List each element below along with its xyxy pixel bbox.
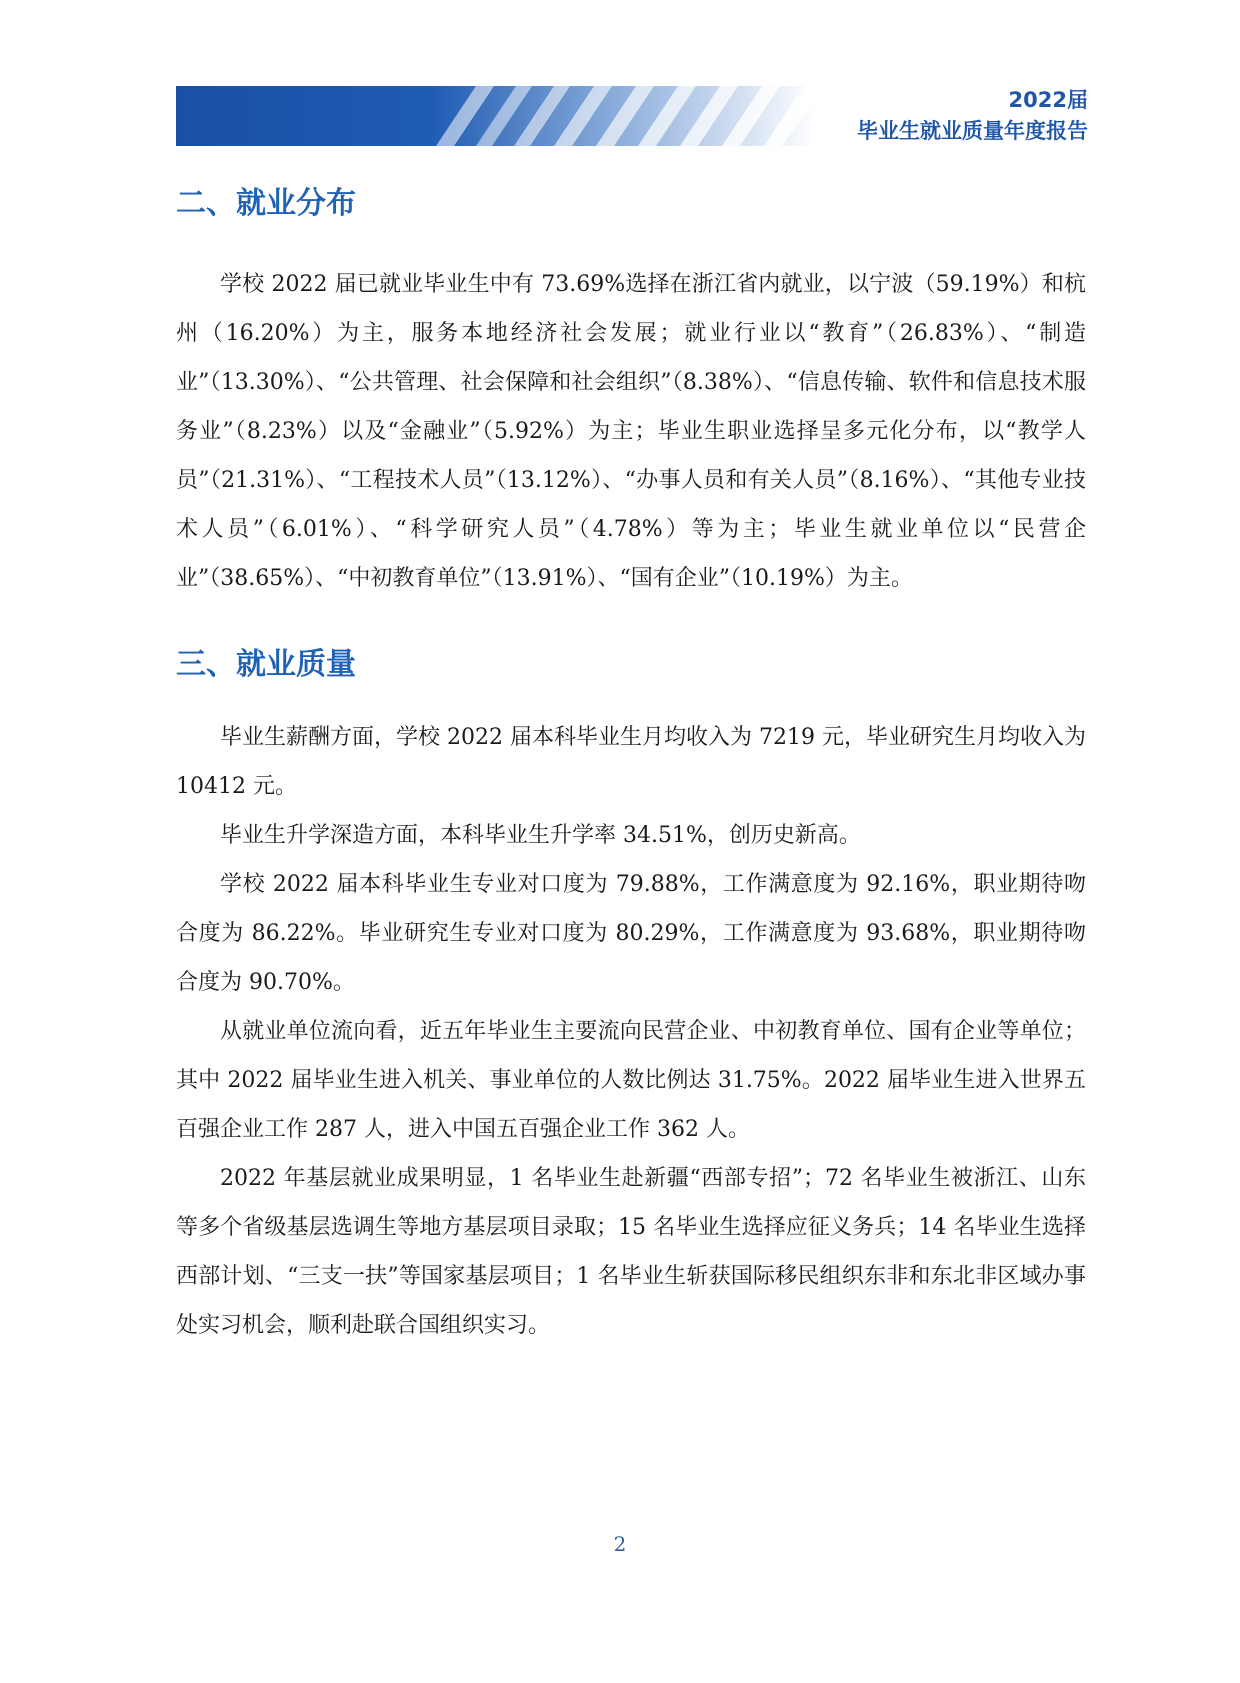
main-content — [176, 182, 1086, 1350]
report-subtitle: 毕业生就业质量年度报告 — [857, 119, 1088, 143]
section-title-employment-quality: 三、就业质量 — [176, 647, 356, 682]
paragraph-satisfaction: 学校 2022 届本科毕业生专业对口度为 79.88%，工作满意度为 92.16%，职业期待吻合度为 86.22%。毕业研究生专业对口度为 80.29%，工作满意度为 93.68%，职业期待吻合度为 90.70%。 — [176, 872, 1086, 995]
paragraph-grassroots-employment: 2022 年基层就业成果明显，1 名毕业生赴新疆“西部专招”；72 名毕业生被浙江、山东等多个省级基层选调生等地方基层项目录取；15 名毕业生选择应征义务兵；14 名毕业生选择西部计划、“三支一扶”等国家基层项目；1 名毕业生斩获国际移民组织东非和东北非区域办事处实习机会，顺利赴联合国组织实习。 — [176, 1166, 1086, 1338]
report-header-title — [857, 86, 1088, 146]
header-stripes-graphic — [176, 86, 816, 146]
paragraph-further-study: 毕业生升学深造方面，本科毕业生升学率 34.51%，创历史新高。 — [220, 823, 861, 848]
section-title-employment-distribution: 二、就业分布 — [176, 186, 356, 221]
paragraph-employer-flow: 从就业单位流向看，近五年毕业生主要流向民营企业、中初教育单位、国有企业等单位；其中 2022 届毕业生进入机关、事业单位的人数比例达 31.75%。2022 届毕业生进入世界五百强企业工作 287 人，进入中国五百强企业工作 362 人。 — [176, 1019, 1086, 1142]
header-decorative-band — [176, 86, 816, 146]
paragraph-salary: 毕业生薪酬方面，学校 2022 届本科毕业生月均收入为 7219 元，毕业研究生月均收入为 10412 元。 — [176, 725, 1086, 799]
paragraph-employment-distribution: 学校 2022 届已就业毕业生中有 73.69%选择在浙江省内就业，以宁波（59.19%）和杭州（16.20%）为主，服务本地经济社会发展；就业行业以“教育”（26.83%）、“制造业”（13.30%）、“公共管理、社会保障和社会组织”（8.38%）、“信息传输、软件和信息技术服务业”（8.23%）以及“金融业”（5.92%）为主；毕业生职业选择呈多元化分布，以“教学人员”（21.31%）、“工程技术人员”（13.12%）、“办事人员和有关人员”（8.16%）、“其他专业技术人员”（6.01%）、“科学研究人员”（4.78%）等为主；毕业生就业单位以“民营企业”（38.65%）、“中初教育单位”（13.91%）、“国有企业”（10.19%）为主。 — [176, 272, 1086, 591]
report-year: 2022届 — [1008, 88, 1088, 112]
page-number: 2 — [613, 1532, 627, 1556]
